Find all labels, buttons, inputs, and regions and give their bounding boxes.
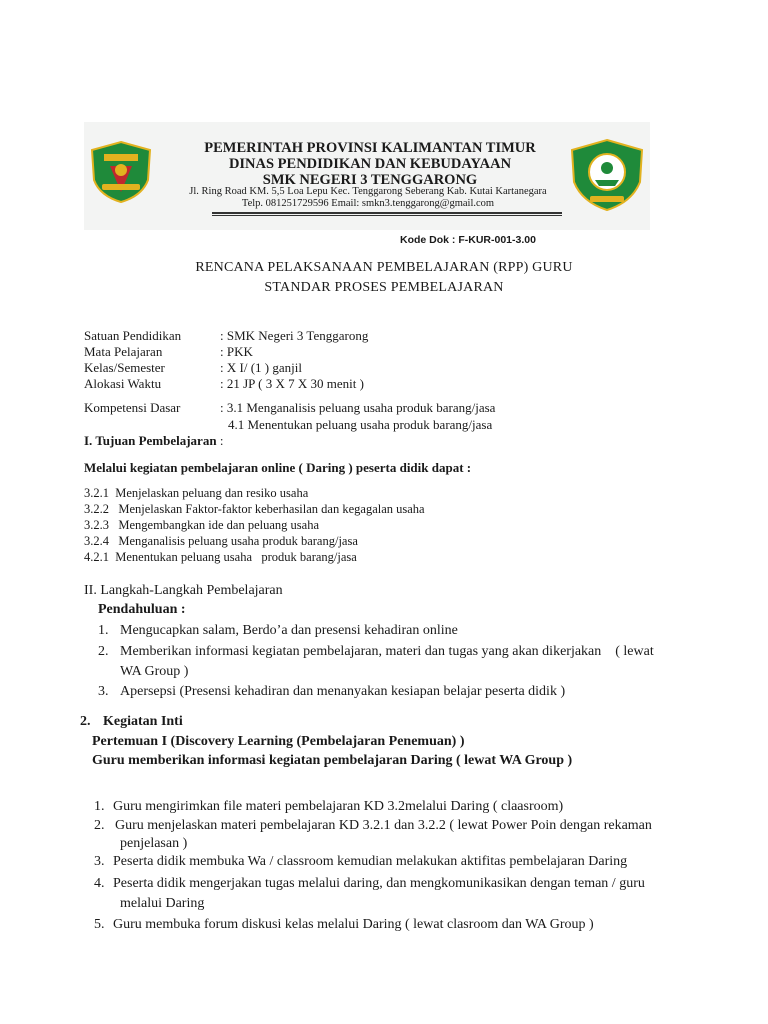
- kop-line-1: PEMERINTAH PROVINSI KALIMANTAN TIMUR: [204, 140, 536, 156]
- pendahuluan-item-cont: WA Group ): [120, 664, 189, 679]
- pendahuluan-num: 3.: [98, 684, 109, 699]
- identity-value: : SMK Negeri 3 Tenggarong: [220, 328, 369, 343]
- document-code: Kode Dok : F-KUR-001-3.00: [400, 234, 536, 246]
- inti-heading: Kegiatan Inti: [103, 714, 183, 729]
- kop-divider: [212, 212, 562, 214]
- inti-item: Guru menjelaskan materi pembelajaran KD 3.2.1 dan 3.2.2 ( lewat Power Poin dengan rekaman: [115, 818, 652, 833]
- pendahuluan-heading: Pendahuluan :: [98, 602, 186, 617]
- inti-item: Guru mengirimkan file materi pembelajaran KD 3.2melalui Daring ( claasroom): [113, 799, 564, 814]
- identity-label: Alokasi Waktu: [84, 376, 162, 391]
- section-tujuan-heading: [84, 433, 223, 449]
- inti-subheading-1: Pertemuan I (Discovery Learning (Pembelajaran Penemuan) ): [92, 734, 465, 749]
- pendahuluan-item: Memberikan informasi kegiatan pembelajaran, materi dan tugas yang akan dikerjakan ( lewat: [120, 644, 654, 659]
- inti-num: 5.: [94, 917, 105, 932]
- kop-contact: Telp. 081251729596 Email: smkn3.tenggarong@gmail.com: [241, 198, 495, 209]
- pendahuluan-num: 2.: [98, 644, 109, 659]
- kop-divider-thin: [212, 215, 562, 216]
- inti-subheading-2: Guru memberikan informasi kegiatan pembelajaran Daring ( lewat WA Group ): [92, 753, 573, 768]
- identity-value: : X I/ (1 ) ganjil: [220, 360, 302, 375]
- kop-address: Jl. Ring Road KM. 5,5 Loa Lepu Kec. Tenggarong Seberang Kab. Kutai Kartanegara: [189, 186, 547, 197]
- provincial-emblem-icon: [90, 140, 152, 204]
- section-langkah-heading: II. Langkah-Langkah Pembelajaran: [84, 583, 283, 598]
- kop-line-3: SMK NEGERI 3 TENGGARONG: [262, 172, 478, 188]
- tujuan-heading-colon: :: [216, 433, 224, 448]
- document-title-2: STANDAR PROSES PEMBELAJARAN: [264, 280, 504, 295]
- tujuan-heading-text: I. Tujuan Pembelajaran: [84, 433, 217, 448]
- tujuan-item: 4.2.1 Menentukan peluang usaha produk barang/jasa: [84, 550, 357, 564]
- inti-item: Peserta didik mengerjakan tugas melalui daring, dan mengkomunikasikan dengan teman / guru: [113, 876, 645, 891]
- tujuan-intro: Melalui kegiatan pembelajaran online ( Daring ) peserta didik dapat :: [84, 460, 472, 475]
- identity-value: : 21 JP ( 3 X 7 X 30 menit ): [220, 376, 364, 391]
- kompetensi-value-2: 4.1 Menentukan peluang usaha produk barang/jasa: [228, 417, 493, 432]
- inti-num: 1.: [94, 799, 105, 814]
- inti-heading-num: 2.: [80, 714, 91, 729]
- pendahuluan-item: Apersepsi (Presensi kehadiran dan menanyakan kesiapan belajar peserta didik ): [120, 684, 566, 699]
- kop-line-2: DINAS PENDIDIKAN DAN KEBUDAYAAN: [228, 156, 512, 172]
- tujuan-item: 3.2.1 Menjelaskan peluang dan resiko usaha: [84, 486, 309, 500]
- inti-num: 3.: [94, 854, 105, 869]
- identity-label: Mata Pelajaran: [84, 344, 163, 359]
- identity-label: Kelas/Semester: [84, 360, 165, 375]
- kompetensi-label: Kompetensi Dasar: [84, 400, 181, 415]
- inti-item-cont: penjelasan ): [120, 836, 188, 851]
- pendahuluan-item: Mengucapkan salam, Berdo’a dan presensi kehadiran online: [120, 623, 458, 638]
- pendahuluan-num: 1.: [98, 623, 109, 638]
- inti-num: 4.: [94, 876, 105, 891]
- inti-item: Guru membuka forum diskusi kelas melalui Daring ( lewat clasroom dan WA Group ): [113, 917, 594, 932]
- tujuan-item: 3.2.4 Menganalisis peluang usaha produk barang/jasa: [84, 534, 358, 548]
- tujuan-item: 3.2.2 Menjelaskan Faktor-faktor keberhasilan dan kegagalan usaha: [84, 502, 425, 516]
- inti-num: 2.: [94, 818, 105, 833]
- identity-value: : PKK: [220, 344, 253, 359]
- tujuan-item: 3.2.3 Mengembangkan ide dan peluang usaha: [84, 518, 320, 532]
- identity-label: Satuan Pendidikan: [84, 328, 182, 343]
- inti-item: Peserta didik membuka Wa / classroom kemudian melakukan aktifitas pembelajaran Daring: [113, 854, 628, 869]
- kompetensi-value-1: : 3.1 Menganalisis peluang usaha produk barang/jasa: [220, 400, 496, 415]
- inti-item-cont: melalui Daring: [120, 896, 205, 911]
- document-title-1: RENCANA PELAKSANAAN PEMBELAJARAN (RPP) GURU: [195, 260, 573, 275]
